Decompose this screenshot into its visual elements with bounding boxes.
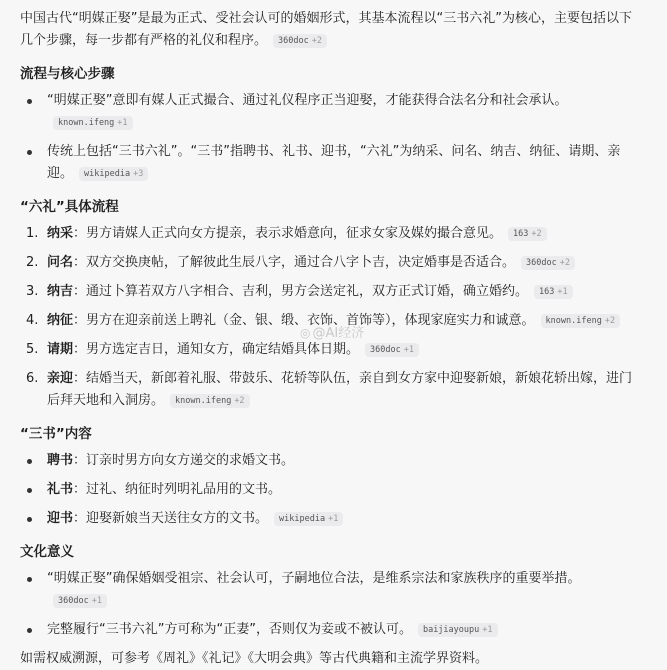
section-heading: “三书”内容 <box>20 426 92 442</box>
source-chip[interactable]: 360doc +2 <box>273 34 327 48</box>
list-item: 传统上包括“三书六礼”。“三书”指聘书、礼书、迎书，“六礼”为纳采、问名、纳吉、纳征、请期、亲迎。 wikipedia +3 <box>20 141 640 185</box>
section-heading: 流程与核心步骤 <box>20 66 115 82</box>
list-item: 6. 亲迎：结婚当天，新郎着礼服、带鼓乐、花轿等队伍，亲自到女方家中迎娶新娘，新娘花轿出嫁，进门后拜天地和入洞房。 known.ifeng +2 <box>26 371 633 408</box>
source-chip[interactable]: known.ifeng +2 <box>541 314 621 328</box>
list-item: “明媒正娶”意即有媒人正式撮合、通过礼仪程序正当迎娶，才能获得合法名分和社会承认。known.ifeng +1 <box>20 90 640 134</box>
source-chip[interactable]: known.ifeng +2 <box>170 394 250 408</box>
source-chip[interactable]: known.ifeng +1 <box>53 116 133 130</box>
answer-content <box>20 8 640 670</box>
source-chip[interactable]: 163 +2 <box>508 227 547 241</box>
weibo-icon: ◎ <box>300 326 311 340</box>
sanshu-list <box>20 450 640 530</box>
section-heading: “六礼”具体流程 <box>20 199 119 215</box>
source-chip[interactable]: wikipedia +1 <box>274 512 343 526</box>
list-item: 完整履行“三书六礼”方可称为“正妻”，否则仅为妾或不被认可。 baijiayoupu +1 <box>20 619 640 641</box>
list-item: “明媒正娶”确保婚姻受祖宗、社会认可，子嗣地位合法，是维系宗法和家族秩序的重要举措。360doc +1 <box>20 568 640 612</box>
closing-paragraph: 如需权威溯源，可参考《周礼》《礼记》《大明会典》等古代典籍和主流学界资料。 <box>20 651 489 666</box>
watermark: ◎ @AI经济 <box>300 326 365 341</box>
liuli-list <box>20 223 640 412</box>
list-item: 4. 纳征：男方在迎亲前送上聘礼（金、银、缎、衣饰、首饰等），体现家庭实力和诚意。 known.ifeng +2 <box>20 310 640 332</box>
list-item: 1. 纳采：男方请媒人正式向女方提亲，表示求婚意向，征求女家及媒妁撮合意见。 163 +2 <box>20 223 640 245</box>
source-chip[interactable]: wikipedia +3 <box>79 167 148 181</box>
section-heading: 文化意义 <box>20 544 74 560</box>
source-chip[interactable]: 360doc +1 <box>365 343 419 357</box>
list-item: 3. 纳吉：通过卜算若双方八字相合、吉利，男方会送定礼，双方正式订婚，确立婚约。 163 +1 <box>20 281 640 303</box>
source-chip[interactable]: baijiayoupu +1 <box>418 623 498 637</box>
list-item: 5. 请期：男方选定吉日，通知女方，确定结婚具体日期。 360doc +1 <box>20 339 640 361</box>
list-item: 迎书：迎娶新娘当天送往女方的文书。 wikipedia +1 <box>20 508 640 530</box>
intro-paragraph: 中国古代“明媒正娶”是最为正式、受社会认可的婚姻形式，其基本流程以“三书六礼”为核心，主要包括以下几个步骤，每一步都有严格的礼仪和程序。 360doc +2 <box>20 11 632 48</box>
list-item: 礼书：过礼、纳征时列明礼品用的文书。 <box>20 479 640 501</box>
list-item: 聘书：订亲时男方向女方递交的求婚文书。 <box>20 450 640 472</box>
list-item: 2. 问名：双方交换庚帖，了解彼此生辰八字，通过合八字卜吉，决定婚事是否适合。 360doc +2 <box>20 252 640 274</box>
source-chip[interactable]: 360doc +2 <box>521 256 575 270</box>
source-chip[interactable]: 163 +1 <box>534 285 573 299</box>
source-chip[interactable]: 360doc +1 <box>53 594 107 608</box>
process-list <box>20 90 640 185</box>
culture-list <box>20 568 640 641</box>
